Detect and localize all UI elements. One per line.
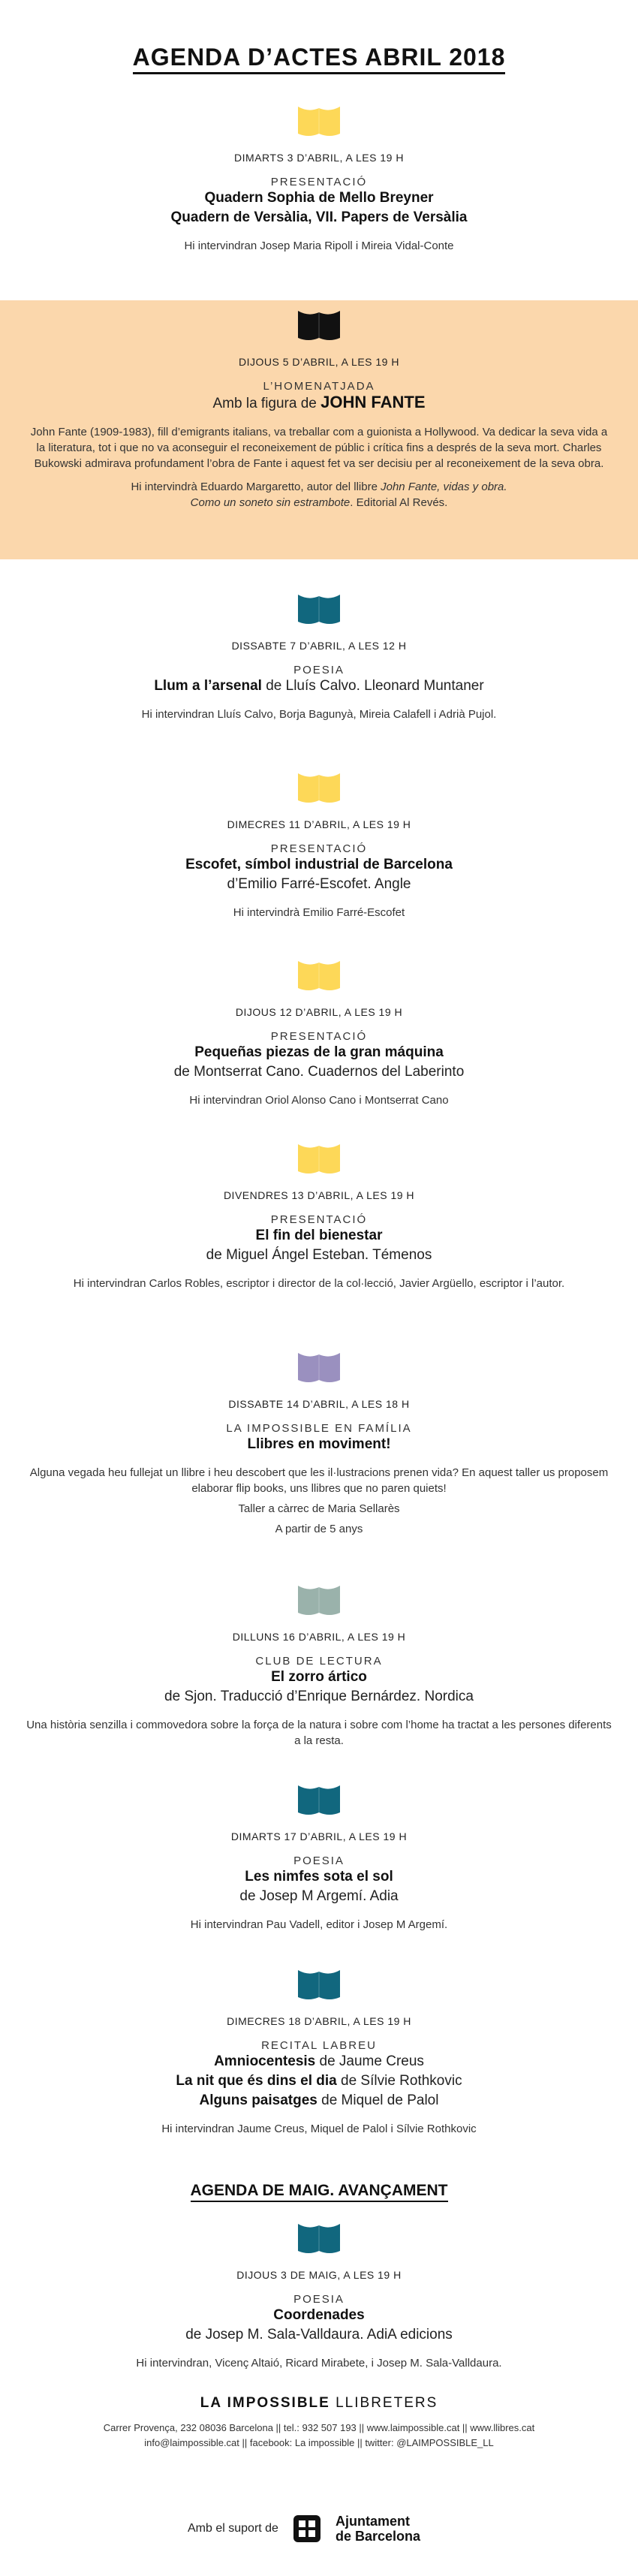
event-title-rest: d’Emilio Farré-Escofet. Angle xyxy=(227,876,411,892)
event-date: DIMECRES 18 D’ABRIL, A LES 19 H xyxy=(227,2015,411,2027)
event-block xyxy=(0,1776,638,1930)
support-block xyxy=(188,2506,458,2551)
event-date: DIMARTS 17 D’ABRIL, A LES 19 H xyxy=(230,1830,408,1842)
footer xyxy=(0,2395,638,2451)
address-line: Carrer Provença, 232 08036 Barcelona || tel.: 932 507 193 || www.laimpossible.cat || www.llibres.cat xyxy=(103,2422,535,2433)
speakers-post: . Editorial Al Revés. xyxy=(350,496,448,509)
may-heading: AGENDA DE MAIG. AVANÇAMENT xyxy=(0,2182,638,2200)
event-block xyxy=(0,300,638,559)
event-title-bold: Alguns paisatges xyxy=(199,2092,317,2108)
event-category: PRESENTACIÓ xyxy=(270,1213,368,1226)
open-book-icon xyxy=(296,1584,342,1619)
event-date: DIJOUS 5 D’ABRIL, A LES 19 H xyxy=(239,356,399,368)
event-description: Hi intervindran Jaume Creus, Miquel de Palol i Sílvie Rothkovic xyxy=(161,2123,477,2135)
event-figure xyxy=(0,393,638,414)
event-block xyxy=(0,586,638,747)
open-book-icon xyxy=(296,105,342,140)
open-book-icon xyxy=(296,1143,342,1177)
event-block xyxy=(0,1344,638,1558)
open-book-icon xyxy=(296,1351,342,1386)
event-block xyxy=(0,1577,638,1749)
open-book-icon xyxy=(296,772,342,806)
event-date: DIVENDRES 13 D’ABRIL, A LES 19 H xyxy=(223,1189,415,1201)
book-title-italic: Como un soneto sin estrambote xyxy=(190,496,351,509)
event-title-bold: El fin del bienestar xyxy=(255,1228,383,1243)
event-title-line xyxy=(0,208,638,227)
event-category: POESIA xyxy=(293,1854,345,1867)
event-block xyxy=(0,952,638,1113)
event-title-bold: Amniocentesis xyxy=(214,2053,316,2069)
event-title-bold: Escofet, símbol industrial de Barcelona xyxy=(185,857,453,872)
event-category: CLUB DE LECTURA xyxy=(255,1655,383,1668)
event-title-rest: de Josep M Argemí. Adia xyxy=(239,1888,399,1904)
event-description: Hi intervindran Pau Vadell, editor i Josep M Argemí. xyxy=(190,1918,448,1931)
event-title-line xyxy=(0,2306,638,2325)
event-title-line xyxy=(0,2091,638,2111)
event-title-rest: de Sjon. Traducció d’Enrique Bernárdez. Nordica xyxy=(164,1689,474,1704)
event-category: PRESENTACIÓ xyxy=(270,1030,368,1043)
event-title-line xyxy=(0,875,638,894)
event-date: DILLUNS 16 D’ABRIL, A LES 19 H xyxy=(232,1631,406,1643)
event-title-line xyxy=(0,1687,638,1707)
event-title-rest: de Josep M. Sala-Valldaura. AdiA edicions xyxy=(185,2327,453,2343)
event-title-rest: de Miquel de Palol xyxy=(317,2092,439,2108)
open-book-icon xyxy=(296,309,342,344)
event-title-line xyxy=(0,2325,638,2345)
event-category: LA IMPOSSIBLE EN FAMÍLIA xyxy=(226,1422,412,1435)
event-title-line xyxy=(0,855,638,875)
event-block xyxy=(0,98,638,297)
open-book-icon xyxy=(296,960,342,994)
event-date: DISSABTE 7 D’ABRIL, A LES 12 H xyxy=(231,640,407,652)
event-title-line xyxy=(0,1867,638,1887)
event-title-line xyxy=(0,2071,638,2091)
event-description: Hi intervindran Oriol Alonso Cano i Montserrat Cano xyxy=(189,1094,449,1107)
event-description: Hi intervindran Carlos Robles, escriptor i director de la col·lecció, Javier Argüello, escriptor i l’autor. xyxy=(73,1277,565,1290)
event-title-bold: Les nimfes sota el sol xyxy=(245,1869,393,1885)
event-title-bold: Coordenades xyxy=(273,2307,365,2323)
event-date: DISSABTE 14 D’ABRIL, A LES 18 H xyxy=(228,1398,410,1410)
event-title-rest: de Sílvie Rothkovic xyxy=(336,2073,462,2089)
speakers-pre: Hi intervindrà Eduardo Margaretto, autor del llibre xyxy=(131,481,381,493)
bookshop-name: LA IMPOSSIBLE LLIBRETERS xyxy=(200,2395,438,2411)
event-title-line xyxy=(0,188,638,208)
event-category: PRESENTACIÓ xyxy=(270,176,368,188)
event-date: DIMECRES 11 D’ABRIL, A LES 19 H xyxy=(227,818,411,830)
open-book-icon xyxy=(296,1969,342,2003)
event-title-line xyxy=(0,1887,638,1906)
event-title-line xyxy=(0,676,638,696)
event-date: DIJOUS 3 DE MAIG, A LES 19 H xyxy=(236,2269,402,2281)
event-title-line xyxy=(0,1226,638,1246)
event-category: POESIA xyxy=(293,2293,345,2306)
event-description: Taller a càrrec de Maria Sellarès xyxy=(238,1502,400,1515)
event-title-bold: Pequeñas piezas de la gran máquina xyxy=(194,1044,444,1060)
event-title-line xyxy=(0,1246,638,1265)
event-date: DIJOUS 12 D’ABRIL, A LES 19 H xyxy=(235,1006,403,1018)
event-title-line xyxy=(0,1043,638,1062)
sponsor-name: Ajuntament de Barcelona xyxy=(335,2514,420,2544)
event-category: L’HOMENATJADA xyxy=(263,380,375,393)
event-description: A partir de 5 anys xyxy=(275,1523,363,1535)
event-description: Hi intervindrà Emilio Farré-Escofet xyxy=(233,906,405,919)
support-label: Amb el suport de xyxy=(188,2522,278,2535)
figure-prefix: Amb la figura de xyxy=(212,396,317,411)
figure-name: JOHN FANTE xyxy=(321,393,426,411)
event-block xyxy=(0,2215,638,2373)
event-description: Una història senzilla i commovedora sobre la força de la natura i sobre com l’home ha tractat a les persones diferents a la resta. xyxy=(26,1719,612,1747)
event-block xyxy=(0,1135,638,1315)
event-category: RECITAL LABREU xyxy=(261,2039,377,2052)
event-title-bold: El zorro ártico xyxy=(271,1669,367,1685)
event-category: POESIA xyxy=(293,664,345,676)
event-title-line xyxy=(0,1062,638,1082)
event-block xyxy=(0,764,638,937)
event-title-rest: de Jaume Creus xyxy=(315,2053,424,2069)
event-description: Hi intervindran Lluís Calvo, Borja Bagunyà, Mireia Calafell i Adrià Pujol. xyxy=(141,708,497,721)
event-title-rest: de Montserrat Cano. Cuadernos del Laberinto xyxy=(173,1064,465,1080)
event-title-bold: Llibres en moviment! xyxy=(247,1436,391,1452)
open-book-icon xyxy=(296,2222,342,2257)
event-speakers xyxy=(30,479,608,511)
event-title-line xyxy=(0,1435,638,1454)
event-title-bold: Llum a l’arsenal xyxy=(154,678,262,694)
event-description: Alguna vegada heu fullejat un llibre i heu descobert que les il·lustracions prenen vida? En aquest taller us proposem elaborar flip books, uns llibres que no paren quiets! xyxy=(29,1466,609,1495)
event-date: DIMARTS 3 D’ABRIL, A LES 19 H xyxy=(234,152,404,164)
event-title-bold: Quadern de Versàlia, VII. Papers de Versàlia xyxy=(170,209,468,225)
page-title: AGENDA D’ACTES ABRIL 2018 xyxy=(0,44,638,71)
open-book-icon xyxy=(296,1784,342,1818)
barcelona-seal-icon xyxy=(292,2514,322,2544)
event-title-bold: La nit que és dins el dia xyxy=(176,2073,337,2089)
event-description: Hi intervindran, Vicenç Altaió, Ricard Mirabete, i Josep M. Sala-Valldaura. xyxy=(136,2357,502,2370)
book-title-italic: John Fante, vidas y obra. xyxy=(381,481,507,493)
event-title-rest: de Miguel Ángel Esteban. Témenos xyxy=(206,1247,432,1263)
event-block xyxy=(0,1961,638,2149)
event-title-line xyxy=(0,1668,638,1687)
open-book-icon xyxy=(296,593,342,628)
event-title-line xyxy=(0,2052,638,2071)
event-description: John Fante (1909-1983), fill d’emigrants italians, va treballar com a guionista a Hollywood. Va dedicar la seva vida a la literatura, tot i que no va aconseguir el reconeixement de públic i crítica fins a després de la seva mort. Charles Bukowski admirava profundament l’obra de Fante i aquest fet va ser decisiu per al reconeixement de la seva obra. xyxy=(30,426,608,470)
contact-line: info@laimpossible.cat || facebook: La impossible || twitter: @LAIMPOSSIBLE_LL xyxy=(144,2437,494,2448)
event-description: Hi intervindran Josep Maria Ripoll i Mireia Vidal-Conte xyxy=(184,240,454,252)
event-title-bold: Quadern Sophia de Mello Breyner xyxy=(204,190,434,206)
event-category: PRESENTACIÓ xyxy=(270,842,368,855)
event-title-rest: de Lluís Calvo. Lleonard Muntaner xyxy=(261,678,484,694)
